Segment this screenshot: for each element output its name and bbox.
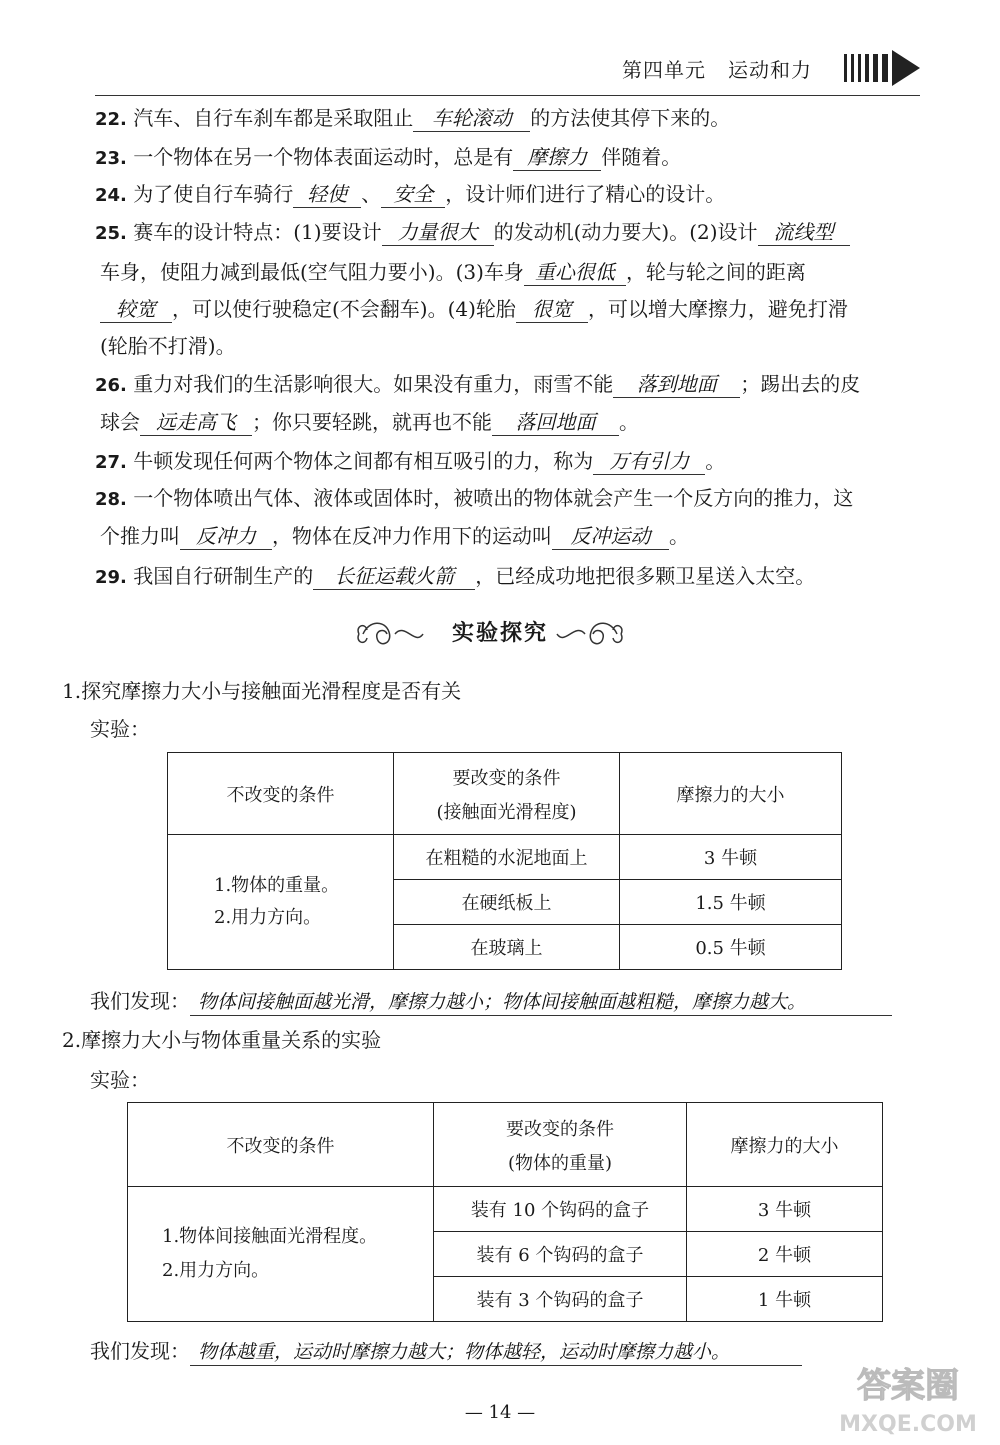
- exp1-fixed-2: 2.用力方向。: [214, 907, 322, 928]
- exp2-header-change: [434, 1103, 687, 1187]
- watermark-bottom: MXQE.COM: [839, 1412, 977, 1437]
- exp2-header-fixed: 不改变的条件: [128, 1103, 434, 1187]
- question-24: [95, 180, 725, 210]
- q27-answer: 万有引力: [593, 448, 705, 475]
- q27-number: 27.: [95, 452, 127, 473]
- q22-number: 22.: [95, 109, 127, 130]
- q28-answer-1: 反冲力: [180, 523, 272, 550]
- exp1-cond-3: 在玻璃上: [394, 925, 620, 970]
- q28-text-a: 一个物体喷出气体、液体或固体时，被喷出的物体就会产生一个反方向的推力，这: [133, 486, 854, 510]
- q25-answer-2: 流线型: [758, 219, 850, 246]
- question-22: [95, 104, 730, 134]
- exp1-fixed-cell: [168, 835, 394, 970]
- exp2-header-change-title: 要改变的条件: [506, 1118, 614, 1140]
- exp2-title: 2.摩擦力大小与物体重量关系的实验: [62, 1028, 382, 1052]
- page-number: — 14 —: [464, 1402, 536, 1423]
- exp1-cond-1: 在粗糙的水泥地面上: [394, 835, 620, 880]
- q23-answer: 摩擦力: [513, 144, 601, 171]
- exp2-header-change-sub: (物体的重量): [507, 1152, 613, 1174]
- q26-answer-1: 落到地面: [613, 371, 740, 398]
- q28-text-b: 个推力叫: [100, 524, 180, 548]
- exp2-finding-answer: 物体越重，运动时摩擦力越大；物体越轻，运动时摩擦力越小。: [190, 1339, 802, 1366]
- question-25: [95, 218, 850, 248]
- exp1-force-2: 1.5 牛顿: [620, 880, 842, 925]
- topic-label: 运动和力: [728, 58, 812, 82]
- q22-text-b: 的方法使其停下来的。: [530, 106, 731, 130]
- exp1-force-3: 0.5 牛顿: [620, 925, 842, 970]
- q22-text-a: 汽车、自行车刹车都是采取阻止: [133, 106, 414, 130]
- exp1-title: 1.探究摩擦力大小与接触面光滑程度是否有关: [62, 679, 462, 703]
- question-26: [95, 370, 860, 400]
- exp1-header-force: 摩擦力的大小: [620, 753, 842, 835]
- q26-text-d: ；你只要轻跳，就再也不能: [252, 410, 492, 434]
- q24-answer-1: 轻使: [293, 181, 361, 208]
- exp1-finding-label: 我们发现：: [90, 989, 190, 1013]
- exp1-finding: [90, 985, 892, 1016]
- exp2-fixed-1: 1.物体间接触面光滑程度。: [162, 1226, 378, 1247]
- q28-text-d: 。: [669, 524, 689, 548]
- exp2-fixed-2: 2.用力方向。: [162, 1260, 270, 1281]
- exp1-table: [167, 752, 842, 970]
- q25-number: 25.: [95, 223, 127, 244]
- exp2-force-2: 2 牛顿: [687, 1232, 883, 1277]
- q29-number: 29.: [95, 567, 127, 588]
- q24-answer-2: 安全: [381, 181, 445, 208]
- page-header: [622, 54, 812, 83]
- question-29: [95, 562, 815, 592]
- question-25-line4: [100, 332, 236, 360]
- exp2-force-1: 3 牛顿: [687, 1187, 883, 1232]
- exp2-finding-label: 我们发现：: [90, 1339, 190, 1363]
- q25-answer-3: 重心很低: [524, 259, 626, 286]
- q26-text-b: ；踢出去的皮: [740, 372, 861, 396]
- exp2-header-force: 摩擦力的大小: [687, 1103, 883, 1187]
- question-28-line2: [100, 522, 689, 550]
- q26-text-a: 重力对我们的生活影响很大。如果没有重力，雨雪不能: [133, 372, 614, 396]
- question-25-line2: [100, 258, 806, 286]
- exp1-fixed-1: 1.物体的重量。: [214, 875, 340, 896]
- q24-sep: 、: [361, 182, 382, 206]
- question-23: [95, 143, 681, 173]
- q24-text-b: ，设计师们进行了精心的设计。: [445, 182, 726, 206]
- exp2-cond-1: 装有 10 个钩码的盒子: [434, 1187, 687, 1232]
- q27-text-a: 牛顿发现任何两个物体之间都有相互吸引的力，称为: [133, 449, 594, 473]
- q25-answer-5: 很宽: [516, 296, 588, 323]
- watermark-logo: [820, 1355, 995, 1440]
- exp1-finding-answer: 物体间接触面越光滑，摩擦力越小；物体间接触面越粗糙，摩擦力越大。: [190, 989, 892, 1016]
- q26-answer-2: 远走高飞: [140, 409, 252, 436]
- q25-text-c: 车身，使阻力减到最低(空气阻力要小)。(3)车身: [100, 260, 524, 284]
- q25-text-f: ，可以增大摩擦力，避免打滑: [587, 297, 848, 321]
- q28-text-c: ，物体在反冲力作用下的运动叫: [272, 524, 552, 548]
- header-rule: [95, 95, 920, 96]
- q25-text-b: 的发动机(动力要大)。(2)设计: [493, 220, 758, 244]
- q25-text-g: (轮胎不打滑)。: [100, 334, 236, 358]
- exp2-cond-3: 装有 3 个钩码的盒子: [434, 1277, 687, 1322]
- q25-text-d: ，轮与轮之间的距离: [625, 260, 806, 284]
- exp1-header-change-title: 要改变的条件: [452, 767, 561, 789]
- exp1-force-1: 3 牛顿: [620, 835, 842, 880]
- q29-answer: 长征运载火箭: [313, 563, 475, 590]
- q23-text-b: 伴随着。: [601, 145, 682, 169]
- arrow-bars-icon: [840, 50, 930, 86]
- q27-text-b: 。: [705, 449, 726, 473]
- q28-number: 28.: [95, 489, 127, 510]
- exp1-header-fixed: 不改变的条件: [168, 753, 394, 835]
- exp1-cond-2: 在硬纸板上: [394, 880, 620, 925]
- question-26-line2: [100, 408, 639, 436]
- exp2-force-3: 1 牛顿: [687, 1277, 883, 1322]
- q26-text-e: 。: [619, 410, 639, 434]
- q23-text-a: 一个物体在另一个物体表面运动时，总是有: [133, 145, 514, 169]
- q29-text-a: 我国自行研制生产的: [133, 564, 314, 588]
- exp2-cond-2: 装有 6 个钩码的盒子: [434, 1232, 687, 1277]
- q22-answer: 车轮滚动: [413, 105, 530, 132]
- exp1-label: 实验：: [90, 717, 150, 741]
- exp2-table: [127, 1102, 883, 1322]
- question-28: [95, 484, 853, 514]
- exp1-header-change-sub: (接触面光滑程度): [436, 801, 577, 823]
- q28-answer-2: 反冲运动: [552, 523, 669, 550]
- q23-number: 23.: [95, 148, 127, 169]
- q25-text-a: 赛车的设计特点：(1)要设计: [133, 220, 382, 244]
- q26-number: 26.: [95, 375, 127, 396]
- q25-answer-4: 较宽: [100, 296, 172, 323]
- q25-answer-1: 力量很大: [382, 219, 494, 246]
- q24-text-a: 为了使自行车骑行: [133, 182, 294, 206]
- exp1-header-change: [394, 753, 620, 835]
- exp2-fixed-cell: [128, 1187, 434, 1322]
- question-27: [95, 447, 725, 477]
- question-25-line3: [100, 295, 848, 323]
- watermark-top: 答案圈: [857, 1366, 959, 1406]
- unit-label: 第四单元: [622, 58, 706, 82]
- exp2-label: 实验：: [90, 1068, 150, 1092]
- q26-answer-3: 落回地面: [492, 409, 619, 436]
- q26-text-c: 球会: [100, 410, 140, 434]
- q24-number: 24.: [95, 185, 127, 206]
- section-title: 实验探究: [451, 621, 548, 646]
- q29-text-b: ，已经成功地把很多颗卫星送入太空。: [475, 564, 816, 588]
- q25-text-e: ，可以使行驶稳定(不会翻车)。(4)轮胎: [172, 297, 516, 321]
- exp2-finding: [90, 1335, 802, 1366]
